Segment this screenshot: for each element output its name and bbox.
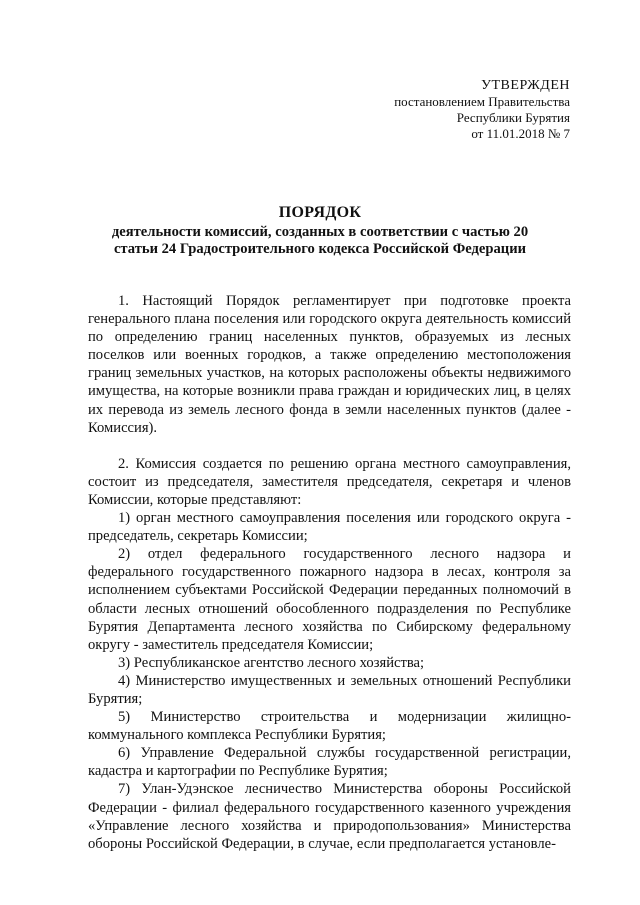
list-item: 7) Улан-Удэнское лесничество Министерства обороны Российской Федерации - филиал федерального государственного казенного учреждения «Управление лесного хозяйства и природопользования» Министерства обороны Российской Федерации, в случае, если предполагается установле- xyxy=(88,781,571,852)
document-title: ПОРЯДОК xyxy=(278,204,362,221)
document-subtitle: статьи 24 Градостроительного кодекса Российской Федерации xyxy=(113,241,527,257)
list-item: 4) Министерство имущественных и земельных отношений Республики Бурятия; xyxy=(88,672,571,707)
list-item: 5) Министерство строительства и модернизации жилищно-коммунального комплекса Республики Бурятия; xyxy=(88,709,571,744)
document-body xyxy=(88,292,571,853)
list-item: 1) орган местного самоуправления поселения или городского округа - председатель, секретарь Комиссии; xyxy=(88,510,571,545)
approval-line: постановлением Правительства xyxy=(394,94,570,109)
approval-line: Республики Бурятия xyxy=(456,110,570,125)
paragraph-2: 2. Комиссия создается по решению органа местного самоуправления, состоит из председателя, заместителя председателя, секретаря и членов Комиссии, которые представляют: xyxy=(88,455,571,508)
approval-date: от 11.01.2018 № 7 xyxy=(471,126,570,141)
list-item: 3) Республиканское агентство лесного хозяйства; xyxy=(118,654,425,671)
document-heading xyxy=(70,204,570,259)
paragraph-1: 1. Настоящий Порядок регламентирует при подготовке проекта генерального плана поселения или городского округа деятельность комиссий по определению границ населенных пунктов, образуемых из лесных поселков или военных городков, а также определению местоположения границ земельных участков, на которых расположены объекты недвижимого имущества, на которые возникли права граждан и юридических лиц, в целях их перевода из земель лесного фонда в земли населенных пунктов (далее - Комиссия). xyxy=(88,293,571,436)
list-item: 6) Управление Федеральной службы государственной регистрации, кадастра и картографии по Республике Бурятия; xyxy=(88,745,571,780)
approval-title: УТВЕРЖДЕН xyxy=(481,78,570,93)
approval-stamp xyxy=(394,78,570,142)
list-item: 2) отдел федерального государственного лесного надзора и федерального государственного пожарного надзора в лесах, контроля за исполнением субъектами Российской Федерации переданных полномочий в области лесных отношений обособленного подразделения по Республике Бурятия Департамента лесного хозяйства по Сибирскому федеральному округу - заместитель председателя Комиссии; xyxy=(88,546,571,653)
document-subtitle: деятельности комиссий, созданных в соответствии с частью 20 xyxy=(111,223,529,240)
